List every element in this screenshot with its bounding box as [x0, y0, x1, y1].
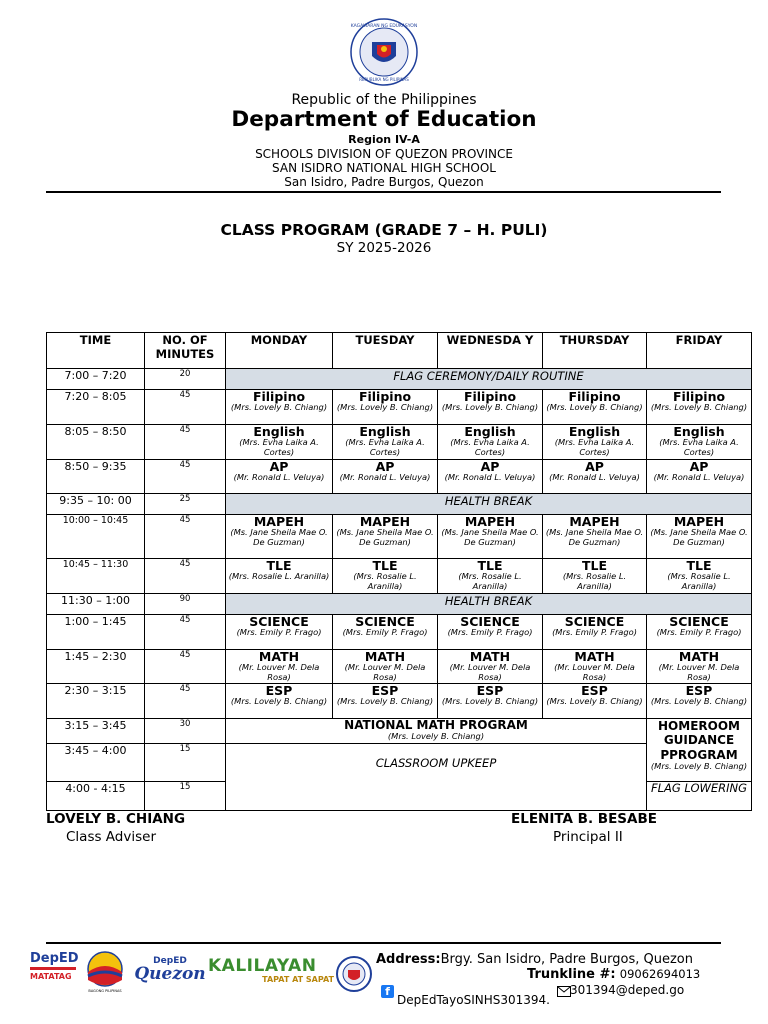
class-program-table: [46, 332, 752, 811]
subject-name: AP: [269, 459, 289, 474]
subject-name: MAPEH: [464, 514, 516, 529]
subject-cell: [543, 615, 647, 650]
subject-cell: [438, 460, 543, 494]
school-year: SY 2025-2026: [336, 240, 432, 256]
header-tuesday: TUESDAY: [333, 333, 438, 369]
subject-cell: [226, 390, 333, 425]
teacher-name: (Ms. Jane Sheila Mae O. De Guzman): [650, 527, 748, 547]
address-label: Address:: [376, 952, 441, 967]
subject-name: TLE: [477, 558, 503, 573]
time-cell: 7:00 – 7:20: [47, 369, 145, 390]
subject-cell: [438, 390, 543, 425]
address-value: Brgy. San Isidro, Padre Burgos, Quezon: [440, 952, 693, 967]
subject-name: TLE: [686, 558, 712, 573]
subject-cell: [647, 460, 752, 494]
subject-cell: [438, 559, 543, 594]
school-line: SAN ISIDRO NATIONAL HIGH SCHOOL: [272, 161, 496, 175]
quezon-deped-text: DepED: [153, 956, 187, 966]
subject-cell: [647, 425, 752, 460]
table-row: [47, 744, 752, 782]
subject-name: AP: [689, 459, 709, 474]
teacher-name: (Mr. Ronald L. Veluya): [549, 472, 640, 483]
subject-cell: [226, 460, 333, 494]
time-cell: 3:15 – 3:45: [47, 719, 145, 744]
table-row: [47, 494, 752, 515]
subject-cell: [438, 650, 543, 684]
department-title: Department of Education: [231, 107, 537, 132]
subject-cell: [647, 515, 752, 559]
subject-name: ESP: [476, 683, 504, 698]
teacher-name: (Mrs. Lovely B. Chiang): [336, 402, 434, 413]
trunkline-value: 09062694013: [619, 967, 701, 981]
teacher-name: (Mr. Louver M. Dela Rosa): [658, 662, 740, 682]
teacher-name: (Mrs. Rosalie L. Aranilla): [458, 571, 522, 591]
bagong-pilipinas-logo: [84, 950, 126, 994]
subject-cell: [543, 460, 647, 494]
subject-cell: [543, 390, 647, 425]
teacher-name: (Mrs. Lovely B. Chiang): [546, 696, 643, 707]
footer-divider: [46, 942, 721, 944]
nmp-teacher: (Mrs. Lovely B. Chiang): [387, 730, 485, 741]
subject-cell: [647, 390, 752, 425]
teacher-name: (Mrs. Emily P. Frago): [552, 627, 637, 638]
time-cell: 4:00 - 4:15: [47, 782, 145, 811]
subject-cell: [438, 684, 543, 719]
footer-address: [376, 952, 693, 967]
teacher-name: (Mrs. Lovely B. Chiang): [230, 696, 328, 707]
subject-name: AP: [585, 459, 604, 474]
subject-name: MATH: [469, 649, 511, 664]
teacher-name: (Mr. Ronald L. Veluya): [444, 472, 536, 483]
subject-cell: [647, 684, 752, 719]
health-break-band: HEALTH BREAK: [226, 594, 752, 615]
republic-line: Republic of the Philippines: [291, 92, 477, 108]
teacher-name: (Mrs. Rosalie L. Aranilla): [667, 571, 731, 591]
subject-cell: [647, 559, 752, 594]
time-cell: 9:35 – 10: 00: [47, 494, 145, 515]
subject-name: English: [673, 424, 725, 439]
flag-lowering-cell: FLAG LOWERING: [647, 782, 752, 811]
subject-cell: [226, 559, 333, 594]
header-divider: [46, 191, 721, 193]
subject-cell: [647, 615, 752, 650]
subject-name: TLE: [372, 558, 398, 573]
homeroom-title: HOMEROOM GUIDANCE PPROGRAM: [658, 719, 740, 762]
facebook-icon: f: [381, 985, 394, 998]
minutes-cell: 90: [145, 594, 226, 615]
subject-cell: [543, 425, 647, 460]
minutes-cell: 30: [145, 719, 226, 744]
subject-name: AP: [480, 459, 500, 474]
subject-name: SCIENCE: [460, 614, 520, 629]
subject-cell: [333, 515, 438, 559]
subject-name: Filipino: [672, 389, 726, 404]
teacher-name: (Mrs. Rosalie L. Aranilla): [562, 571, 627, 591]
program-title: CLASS PROGRAM (GRADE 7 – H. PULI): [220, 221, 548, 239]
flag-ceremony-band: FLAG CEREMONY/DAILY ROUTINE: [226, 369, 752, 390]
subject-cell: [333, 559, 438, 594]
teacher-name: (Mrs. Lovely B. Chiang): [546, 402, 643, 413]
subject-cell: [226, 684, 333, 719]
subject-name: MATH: [574, 649, 615, 664]
table-row: [47, 559, 752, 594]
teacher-name: (Mr. Ronald L. Veluya): [339, 472, 431, 483]
teacher-name: (Mrs. Lovely B. Chiang): [336, 696, 434, 707]
division-line: SCHOOLS DIVISION OF QUEZON PROVINCE: [255, 147, 513, 161]
teacher-name: (Mrs. Evha Laika A. Cortes): [659, 437, 739, 457]
subject-name: SCIENCE: [249, 614, 309, 629]
teacher-name: (Mrs. Emily P. Frago): [236, 627, 322, 638]
teacher-name: (Mr. Louver M. Dela Rosa): [344, 662, 426, 682]
subject-name: ESP: [371, 683, 399, 698]
matatag-logo-text: MATATAG: [30, 972, 72, 981]
header-wednesday: WEDNESDA Y: [438, 333, 543, 369]
minutes-cell: 45: [145, 615, 226, 650]
minutes-cell: 45: [145, 460, 226, 494]
subject-cell: [543, 515, 647, 559]
time-cell: 10:45 – 11:30: [47, 559, 145, 594]
table-row: [47, 615, 752, 650]
teacher-name: (Ms. Jane Sheila Mae O. De Guzman): [441, 527, 539, 547]
adviser-name: LOVELY B. CHIANG: [46, 811, 186, 827]
minutes-cell: 45: [145, 684, 226, 719]
deped-matatag-logo: [30, 951, 79, 994]
subject-name: Filipino: [358, 389, 412, 404]
teacher-name: (Ms. Jane Sheila Mae O. De Guzman): [230, 527, 328, 547]
table-row: [47, 460, 752, 494]
footer-email: 301394@deped.go: [570, 983, 685, 997]
subject-cell: [543, 559, 647, 594]
subject-cell: [333, 425, 438, 460]
subject-name: Filipino: [463, 389, 517, 404]
teacher-name: (Ms. Jane Sheila Mae O. De Guzman): [545, 527, 644, 547]
region-line: Region IV-A: [348, 133, 420, 146]
teacher-name: (Ms. Jane Sheila Mae O. De Guzman): [336, 527, 434, 547]
subject-cell: [438, 615, 543, 650]
subject-cell: [226, 425, 333, 460]
teacher-name: (Mrs. Lovely B. Chiang): [441, 402, 539, 413]
classroom-upkeep-cell: CLASSROOM UPKEEP: [226, 744, 647, 811]
table-header-row: [47, 333, 752, 369]
table-row: [47, 684, 752, 719]
deped-logo-text: DepED: [30, 951, 79, 966]
subject-cell: [543, 650, 647, 684]
minutes-cell: 45: [145, 650, 226, 684]
national-math-program-cell: [226, 719, 647, 744]
time-cell: 8:50 – 9:35: [47, 460, 145, 494]
subject-name: English: [568, 424, 621, 439]
subject-cell: [333, 460, 438, 494]
mail-icon: [557, 986, 571, 997]
teacher-name: (Mrs. Lovely B. Chiang): [650, 402, 748, 413]
table-row: [47, 650, 752, 684]
facebook-page: DepEdTayoSINHS301394.: [397, 993, 550, 1007]
subject-name: ESP: [265, 683, 293, 698]
subject-name: Filipino: [252, 389, 306, 404]
subject-name: SCIENCE: [355, 614, 415, 629]
minutes-cell: 45: [145, 425, 226, 460]
teacher-name: (Mrs. Evha Laika A. Cortes): [554, 437, 635, 457]
time-cell: 2:30 – 3:15: [47, 684, 145, 719]
seal-text: KAGAWARAN NG EDUKASYON: [350, 24, 418, 29]
deped-quezon-logo: [134, 956, 206, 992]
subject-name: ESP: [581, 683, 608, 698]
footer-trunkline: [527, 967, 700, 982]
time-cell: 7:20 – 8:05: [47, 390, 145, 425]
bagong-pilipinas-text: BAGONG PILIPINAS: [88, 989, 122, 993]
seal-bottom-text: REPUBLIKA NG PILIPINAS: [359, 77, 409, 82]
subject-name: Filipino: [568, 389, 621, 404]
table-row: [47, 594, 752, 615]
subject-name: MAPEH: [569, 514, 620, 529]
teacher-name: (Mrs. Rosalie L. Aranilla): [228, 571, 330, 582]
deped-seal-logo: [350, 18, 418, 86]
subject-cell: [226, 615, 333, 650]
time-cell: 11:30 – 1:00: [47, 594, 145, 615]
header-friday: FRIDAY: [647, 333, 752, 369]
subject-cell: [226, 515, 333, 559]
teacher-name: (Mrs. Rosalie L. Aranilla): [353, 571, 417, 591]
teacher-name: (Mrs. Evha Laika A. Cortes): [345, 437, 425, 457]
principal-role: Principal II: [553, 829, 623, 845]
subject-cell: [438, 515, 543, 559]
trunkline-label: Trunkline #:: [527, 967, 616, 982]
table-row: [47, 515, 752, 559]
health-break-band: HEALTH BREAK: [226, 494, 752, 515]
teacher-name: (Mrs. Evha Laika A. Cortes): [450, 437, 530, 457]
kalilayan-text: KALILAYAN: [208, 956, 317, 976]
minutes-cell: 45: [145, 559, 226, 594]
header-thursday: THURSDAY: [543, 333, 647, 369]
homeroom-guidance-cell: [647, 719, 752, 782]
address-line: San Isidro, Padre Burgos, Quezon: [284, 175, 484, 189]
principal-name: ELENITA B. BESABE: [511, 811, 657, 827]
subject-name: English: [359, 424, 411, 439]
teacher-name: (Mrs. Evha Laika A. Cortes): [239, 437, 319, 457]
table-row: [47, 369, 752, 390]
homeroom-teacher: (Mrs. Lovely B. Chiang): [650, 761, 748, 772]
teacher-name: (Mr. Ronald L. Veluya): [233, 472, 325, 483]
teacher-name: (Mr. Ronald L. Veluya): [653, 472, 745, 483]
subject-name: MAPEH: [673, 514, 725, 529]
minutes-cell: 45: [145, 390, 226, 425]
quezon-logo-text: Quezon: [134, 964, 206, 984]
subject-name: SCIENCE: [564, 614, 625, 629]
teacher-name: (Mrs. Emily P. Frago): [342, 627, 428, 638]
subject-name: MATH: [678, 649, 720, 664]
kalilayan-logo: [208, 958, 334, 992]
teacher-name: (Mr. Louver M. Dela Rosa): [554, 662, 635, 682]
table-row: [47, 390, 752, 425]
subject-name: TLE: [581, 558, 608, 573]
subject-name: English: [253, 424, 305, 439]
time-cell: 8:05 – 8:50: [47, 425, 145, 460]
minutes-cell: 20: [145, 369, 226, 390]
teacher-name: (Mr. Louver M. Dela Rosa): [449, 662, 531, 682]
adviser-role: Class Adviser: [66, 829, 157, 845]
subject-cell: [333, 390, 438, 425]
subject-cell: [333, 684, 438, 719]
subject-cell: [333, 615, 438, 650]
table-row: [47, 425, 752, 460]
table-row: [47, 719, 752, 744]
teacher-name: (Mrs. Emily P. Frago): [656, 627, 742, 638]
minutes-cell: 45: [145, 515, 226, 559]
time-cell: 1:45 – 2:30: [47, 650, 145, 684]
time-cell: 1:00 – 1:45: [47, 615, 145, 650]
subject-cell: [333, 650, 438, 684]
header-time: TIME: [47, 333, 145, 369]
subject-name: MAPEH: [253, 514, 305, 529]
subject-cell: [438, 425, 543, 460]
subject-name: MATH: [258, 649, 300, 664]
subject-name: ESP: [685, 683, 713, 698]
teacher-name: (Mr. Louver M. Dela Rosa): [238, 662, 320, 682]
subject-cell: [647, 650, 752, 684]
subject-name: TLE: [266, 558, 292, 573]
minutes-cell: 15: [145, 782, 226, 811]
time-cell: 3:45 – 4:00: [47, 744, 145, 782]
subject-name: AP: [375, 459, 395, 474]
minutes-cell: 25: [145, 494, 226, 515]
header-minutes: NO. OF MINUTES: [145, 333, 226, 369]
teacher-name: (Mrs. Lovely B. Chiang): [230, 402, 328, 413]
minutes-cell: 15: [145, 744, 226, 782]
teacher-name: (Mrs. Emily P. Frago): [447, 627, 533, 638]
nmp-title: NATIONAL MATH PROGRAM: [344, 718, 528, 732]
teacher-name: (Mrs. Lovely B. Chiang): [441, 696, 539, 707]
school-seal-logo: [336, 954, 372, 994]
subject-name: SCIENCE: [669, 614, 729, 629]
subject-name: English: [464, 424, 516, 439]
subject-cell: [226, 650, 333, 684]
kalilayan-sub-text: TAPAT AT SAPAT: [262, 975, 334, 984]
teacher-name: (Mrs. Lovely B. Chiang): [650, 696, 748, 707]
header-monday: MONDAY: [226, 333, 333, 369]
subject-name: MAPEH: [359, 514, 411, 529]
subject-name: MATH: [364, 649, 406, 664]
subject-cell: [543, 684, 647, 719]
time-cell: 10:00 – 10:45: [47, 515, 145, 559]
